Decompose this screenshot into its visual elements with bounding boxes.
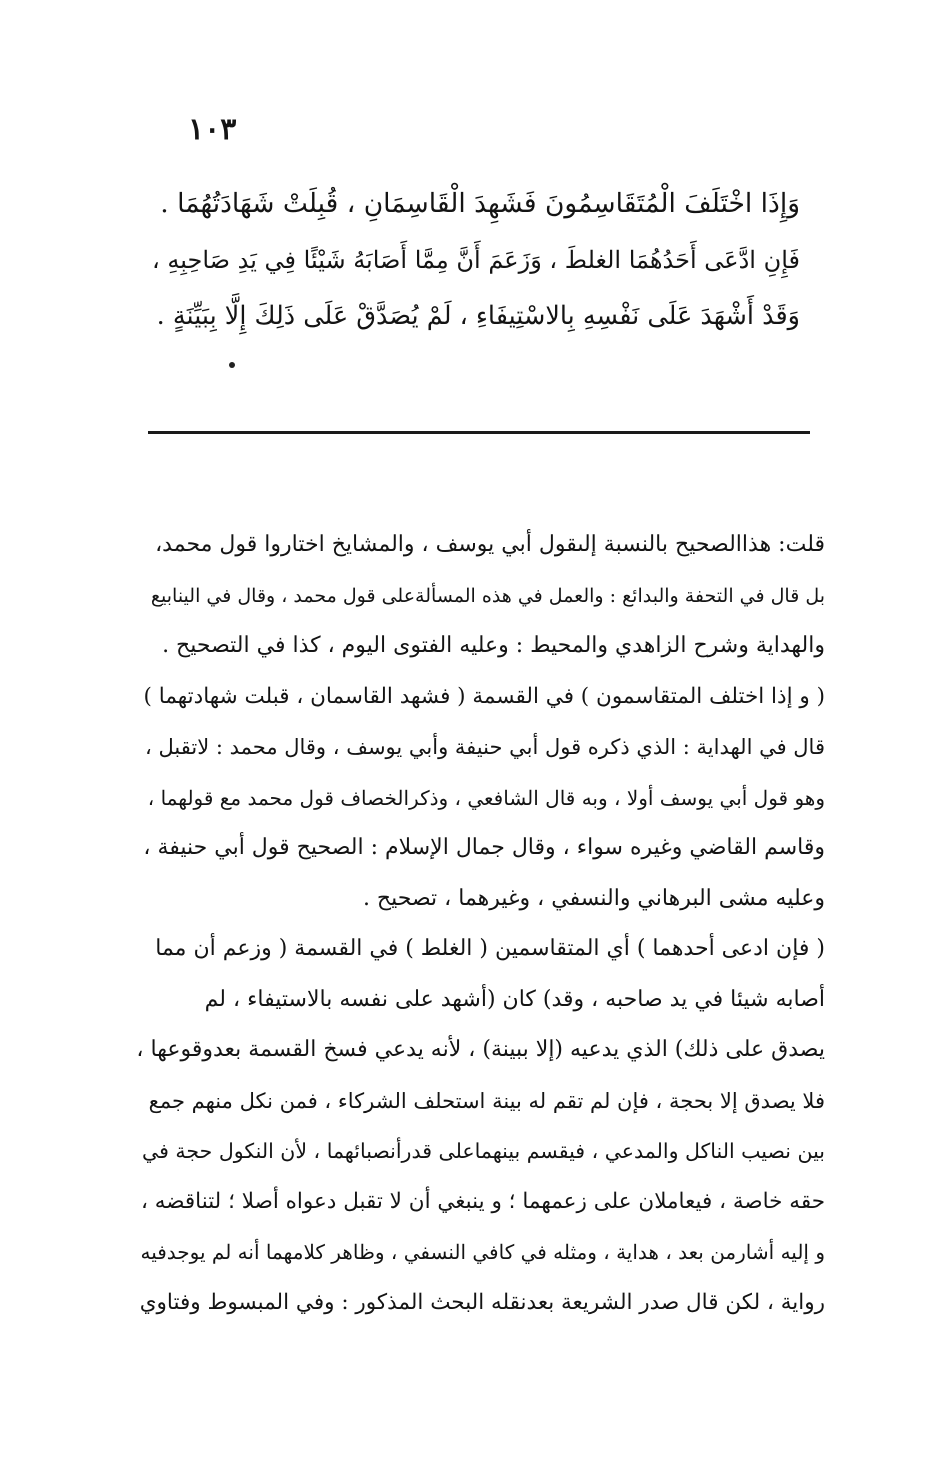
sharh-line: وقاسم القاضي وغيره سواء ، وقال جمال الإسلام : الصحيح قول أبي حنيفة ، <box>143 835 825 860</box>
matn-text-block <box>150 176 820 344</box>
matn-line: وَإِذَا اخْتَلَفَ الْمُتَقَاسِمُونَ فَشَهِدَ الْقَاسِمَانِ ، قُبِلَتْ شَهَادَتُهُمَا . <box>160 188 800 219</box>
sharh-line: و إليه أشارمن بعد ، هداية ، ومثله في كافي النسفي ، وظاهر كلامهما أنه لم يوجدفيه <box>140 1240 825 1264</box>
sharh-line: بل قال في التحفة والبدائع : والعمل في هذه المسألةعلى قول محمد ، وقال في الينابيع <box>150 584 825 607</box>
sharh-line: رواية ، لكن قال صدر الشريعة بعدنقله البحث المذكور : وفي المبسوط وفتاوي <box>139 1289 825 1315</box>
sharh-paragraph <box>135 924 825 1328</box>
sharh-line: والهداية وشرح الزاهدي والمحيط : وعليه الفتوى اليوم ، كذا في التصحيح . <box>162 633 825 658</box>
sharh-line: يصدق على ذلك) الذي يدعيه (إلا ببينة) ، لأنه يدعي فسخ القسمة بعدوقوعها ، <box>136 1037 825 1062</box>
page-number: ١٠٣ <box>188 112 237 147</box>
sharh-line: قال في الهداية : الذي ذكره قول أبي حنيفة وأبي يوسف ، وقال محمد : لاتقبل ، <box>145 735 825 759</box>
decorative-dot <box>229 362 235 368</box>
sharh-line: فلا يصدق إلا بحجة ، فإن لم تقم له بينة استحلف الشركاء ، فمن نكل منهم جمع <box>148 1088 825 1113</box>
sharh-line: ( فإن ادعى أحدهما ) أي المتقاسمين ( الغلط ) في القسمة ( وزعم أن مما <box>155 936 825 961</box>
sharh-commentary-block <box>135 520 825 1328</box>
sharh-line: بين نصيب الناكل والمدعي ، فيقسم بينهماعلى قدرأنصبائهما ، لأن النكول حجة في <box>142 1139 825 1163</box>
matn-line: فَإِنِ ادَّعَى أَحَدُهُمَا الغلطَ ، وَزَعَمَ أَنَّ مِمَّا أَصَابَهُ شَيْئًا فِي يَدِ صَاحِبِهِ ، <box>152 246 800 274</box>
sharh-line: قلت: هذاالصحيح بالنسبة إلىقول أبي يوسف ، والمشايخ اختاروا قول محمد، <box>155 532 825 557</box>
sharh-paragraph <box>135 672 825 925</box>
section-divider <box>148 431 810 434</box>
sharh-line: وهو قول أبي يوسف أولا ، وبه قال الشافعي ، وذكرالخصاف قول محمد مع قولهما ، <box>147 785 825 810</box>
sharh-line: حقه خاصة ، فيعاملان على زعمهما ؛ و ينبغي أن لا تقبل دعواه أصلا ؛ لتناقضه ، <box>140 1188 825 1214</box>
sharh-line: وعليه مشى البرهاني والنسفي ، وغيرهما ، تصحيح . <box>362 885 825 911</box>
sharh-paragraph <box>135 520 825 672</box>
matn-line: وَقَدْ أَشْهَدَ عَلَى نَفْسِهِ بِالاسْتِيفَاءِ ، لَمْ يُصَدَّقْ عَلَى ذَلِكَ إِلَّا بِبَيِّنَةٍ . <box>156 301 800 331</box>
sharh-line: ( و إذا اختلف المتقاسمون ) في القسمة ( فشهد القاسمان ، قبلت شهادتهما ) <box>143 683 825 709</box>
sharh-line: أصابه شيئا في يد صاحبه ، وقد) كان (أشهد على نفسه بالاستيفاء ، لم <box>204 986 825 1012</box>
